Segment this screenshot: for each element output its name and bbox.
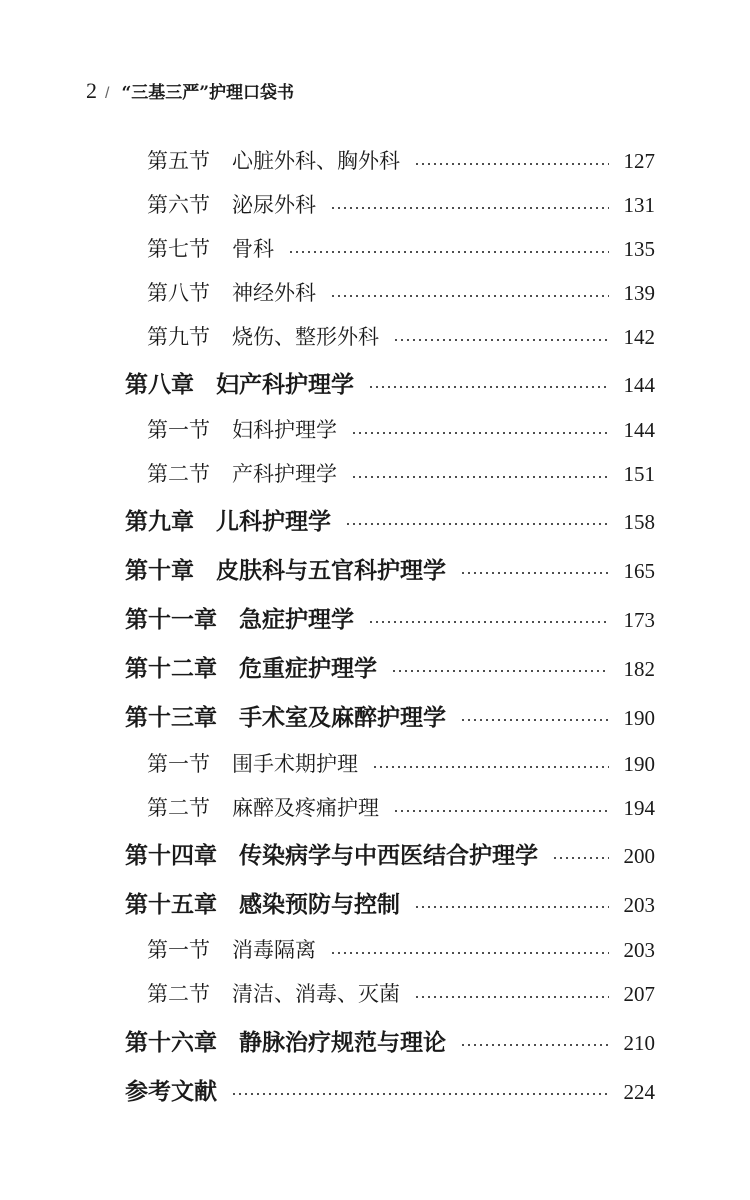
dot-leader bbox=[330, 295, 609, 297]
dot-leader bbox=[393, 810, 609, 812]
dot-leader bbox=[231, 1093, 609, 1095]
toc-entry-title: 皮肤科与五官科护理学 bbox=[216, 557, 446, 584]
dot-leader bbox=[345, 523, 609, 525]
toc-section-entry[interactable] bbox=[0, 414, 655, 444]
toc-page-number: 203 bbox=[623, 893, 655, 917]
toc-section-entry[interactable] bbox=[0, 978, 655, 1008]
toc-page-number: 144 bbox=[623, 373, 655, 397]
toc-page-number: 142 bbox=[623, 325, 655, 349]
dot-leader bbox=[368, 386, 609, 388]
toc-chapter-entry[interactable] bbox=[0, 699, 655, 732]
book-title: “三基三严”护理口袋书 bbox=[121, 83, 295, 103]
page-number: 2 bbox=[86, 78, 97, 103]
toc-entry-title: 产科护理学 bbox=[232, 462, 337, 486]
toc-entry-label: 第十三章 bbox=[125, 704, 217, 731]
toc-section-entry[interactable] bbox=[0, 277, 655, 307]
toc-section-entry[interactable] bbox=[0, 934, 655, 964]
toc-entry-title: 泌尿外科 bbox=[232, 193, 316, 217]
toc-page-number: 207 bbox=[623, 982, 655, 1006]
toc-entry-title: 清洁、消毒、灭菌 bbox=[232, 982, 400, 1006]
toc-entry-label: 第十章 bbox=[125, 557, 194, 584]
dot-leader bbox=[393, 339, 609, 341]
toc-page-number: 135 bbox=[623, 237, 655, 261]
toc-page-number: 131 bbox=[623, 193, 655, 217]
toc-entry-title: 心脏外科、胸外科 bbox=[232, 149, 400, 173]
toc-page-number: 158 bbox=[623, 510, 655, 534]
dot-leader bbox=[330, 952, 609, 954]
toc-entry-title: 消毒隔离 bbox=[232, 938, 316, 962]
toc-chapter-entry[interactable] bbox=[0, 601, 655, 634]
toc-section-entry[interactable] bbox=[0, 233, 655, 263]
toc-entry-label: 第二节 bbox=[147, 796, 210, 820]
toc-entry-label: 第十五章 bbox=[125, 891, 217, 918]
dot-leader bbox=[552, 857, 609, 859]
toc-chapter-entry[interactable] bbox=[0, 1073, 655, 1106]
toc-entry-title: 儿科护理学 bbox=[216, 508, 331, 535]
dot-leader bbox=[288, 251, 609, 253]
toc-entry-title: 感染预防与控制 bbox=[239, 891, 400, 918]
toc-section-entry[interactable] bbox=[0, 321, 655, 351]
toc-page-number: 200 bbox=[623, 844, 655, 868]
toc-entry-label: 第六节 bbox=[147, 193, 210, 217]
toc-entry-title: 传染病学与中西医结合护理学 bbox=[239, 842, 538, 869]
toc-entry-title: 静脉治疗规范与理论 bbox=[239, 1029, 446, 1056]
toc-page-number: 151 bbox=[623, 462, 655, 486]
dot-leader bbox=[351, 432, 609, 434]
dot-leader bbox=[460, 1044, 609, 1046]
toc-page-number: 182 bbox=[623, 657, 655, 681]
dot-leader bbox=[330, 207, 609, 209]
toc-section-entry[interactable] bbox=[0, 145, 655, 175]
dot-leader bbox=[460, 572, 609, 574]
toc-entry-title: 手术室及麻醉护理学 bbox=[239, 704, 446, 731]
toc-chapter-entry[interactable] bbox=[0, 886, 655, 919]
toc-entry-title: 妇科护理学 bbox=[232, 418, 337, 442]
toc-chapter-entry[interactable] bbox=[0, 503, 655, 536]
toc-entry-label: 第七节 bbox=[147, 237, 210, 261]
toc-entry-title: 急症护理学 bbox=[239, 606, 354, 633]
toc-entry-label: 第九节 bbox=[147, 325, 210, 349]
toc-entry-label: 第八节 bbox=[147, 281, 210, 305]
toc-chapter-entry[interactable] bbox=[0, 837, 655, 870]
toc-entry-label: 第十四章 bbox=[125, 842, 217, 869]
toc-entry-label: 第二节 bbox=[147, 462, 210, 486]
toc-page-number: 173 bbox=[623, 608, 655, 632]
toc-entry-label: 参考文献 bbox=[125, 1078, 217, 1105]
toc-page-number: 165 bbox=[623, 559, 655, 583]
toc-entry-label: 第一节 bbox=[147, 418, 210, 442]
toc-entry-title: 骨科 bbox=[232, 237, 274, 261]
toc-chapter-entry[interactable] bbox=[0, 552, 655, 585]
dot-leader bbox=[460, 719, 609, 721]
toc-entry-label: 第一节 bbox=[147, 752, 210, 776]
toc-entry-label: 第十六章 bbox=[125, 1029, 217, 1056]
toc-entry-title: 围手术期护理 bbox=[232, 752, 358, 776]
toc-entry-title: 神经外科 bbox=[232, 281, 316, 305]
dot-leader bbox=[351, 476, 609, 478]
dot-leader bbox=[414, 163, 609, 165]
dot-leader bbox=[414, 996, 609, 998]
toc-entry-title: 妇产科护理学 bbox=[216, 371, 354, 398]
toc-section-entry[interactable] bbox=[0, 792, 655, 822]
toc-section-entry[interactable] bbox=[0, 189, 655, 219]
toc-page-number: 127 bbox=[623, 149, 655, 173]
toc-entry-label: 第九章 bbox=[125, 508, 194, 535]
toc-chapter-entry[interactable] bbox=[0, 650, 655, 683]
toc-entry-label: 第十二章 bbox=[125, 655, 217, 682]
toc-page-number: 224 bbox=[623, 1080, 655, 1104]
dot-leader bbox=[391, 670, 609, 672]
toc-page-number: 190 bbox=[623, 706, 655, 730]
toc-entry-title: 烧伤、整形外科 bbox=[232, 325, 379, 349]
toc-entry-label: 第五节 bbox=[147, 149, 210, 173]
dot-leader bbox=[414, 906, 609, 908]
toc-entry-title: 危重症护理学 bbox=[239, 655, 377, 682]
dot-leader bbox=[372, 766, 609, 768]
header-separator: / bbox=[105, 85, 110, 102]
toc-chapter-entry[interactable] bbox=[0, 366, 655, 399]
toc-entry-label: 第一节 bbox=[147, 938, 210, 962]
toc-entry-label: 第八章 bbox=[125, 371, 194, 398]
toc-page-number: 144 bbox=[623, 418, 655, 442]
toc-entry-title: 麻醉及疼痛护理 bbox=[232, 796, 379, 820]
toc-chapter-entry[interactable] bbox=[0, 1024, 655, 1057]
toc-entry-label: 第十一章 bbox=[125, 606, 217, 633]
toc-page-number: 210 bbox=[623, 1031, 655, 1055]
toc-page-number: 139 bbox=[623, 281, 655, 305]
toc-section-entry[interactable] bbox=[0, 458, 655, 488]
dot-leader bbox=[368, 621, 609, 623]
toc-page-number: 203 bbox=[623, 938, 655, 962]
toc-page-number: 190 bbox=[623, 752, 655, 776]
toc-entry-label: 第二节 bbox=[147, 982, 210, 1006]
toc-page-number: 194 bbox=[623, 796, 655, 820]
toc-section-entry[interactable] bbox=[0, 748, 655, 778]
